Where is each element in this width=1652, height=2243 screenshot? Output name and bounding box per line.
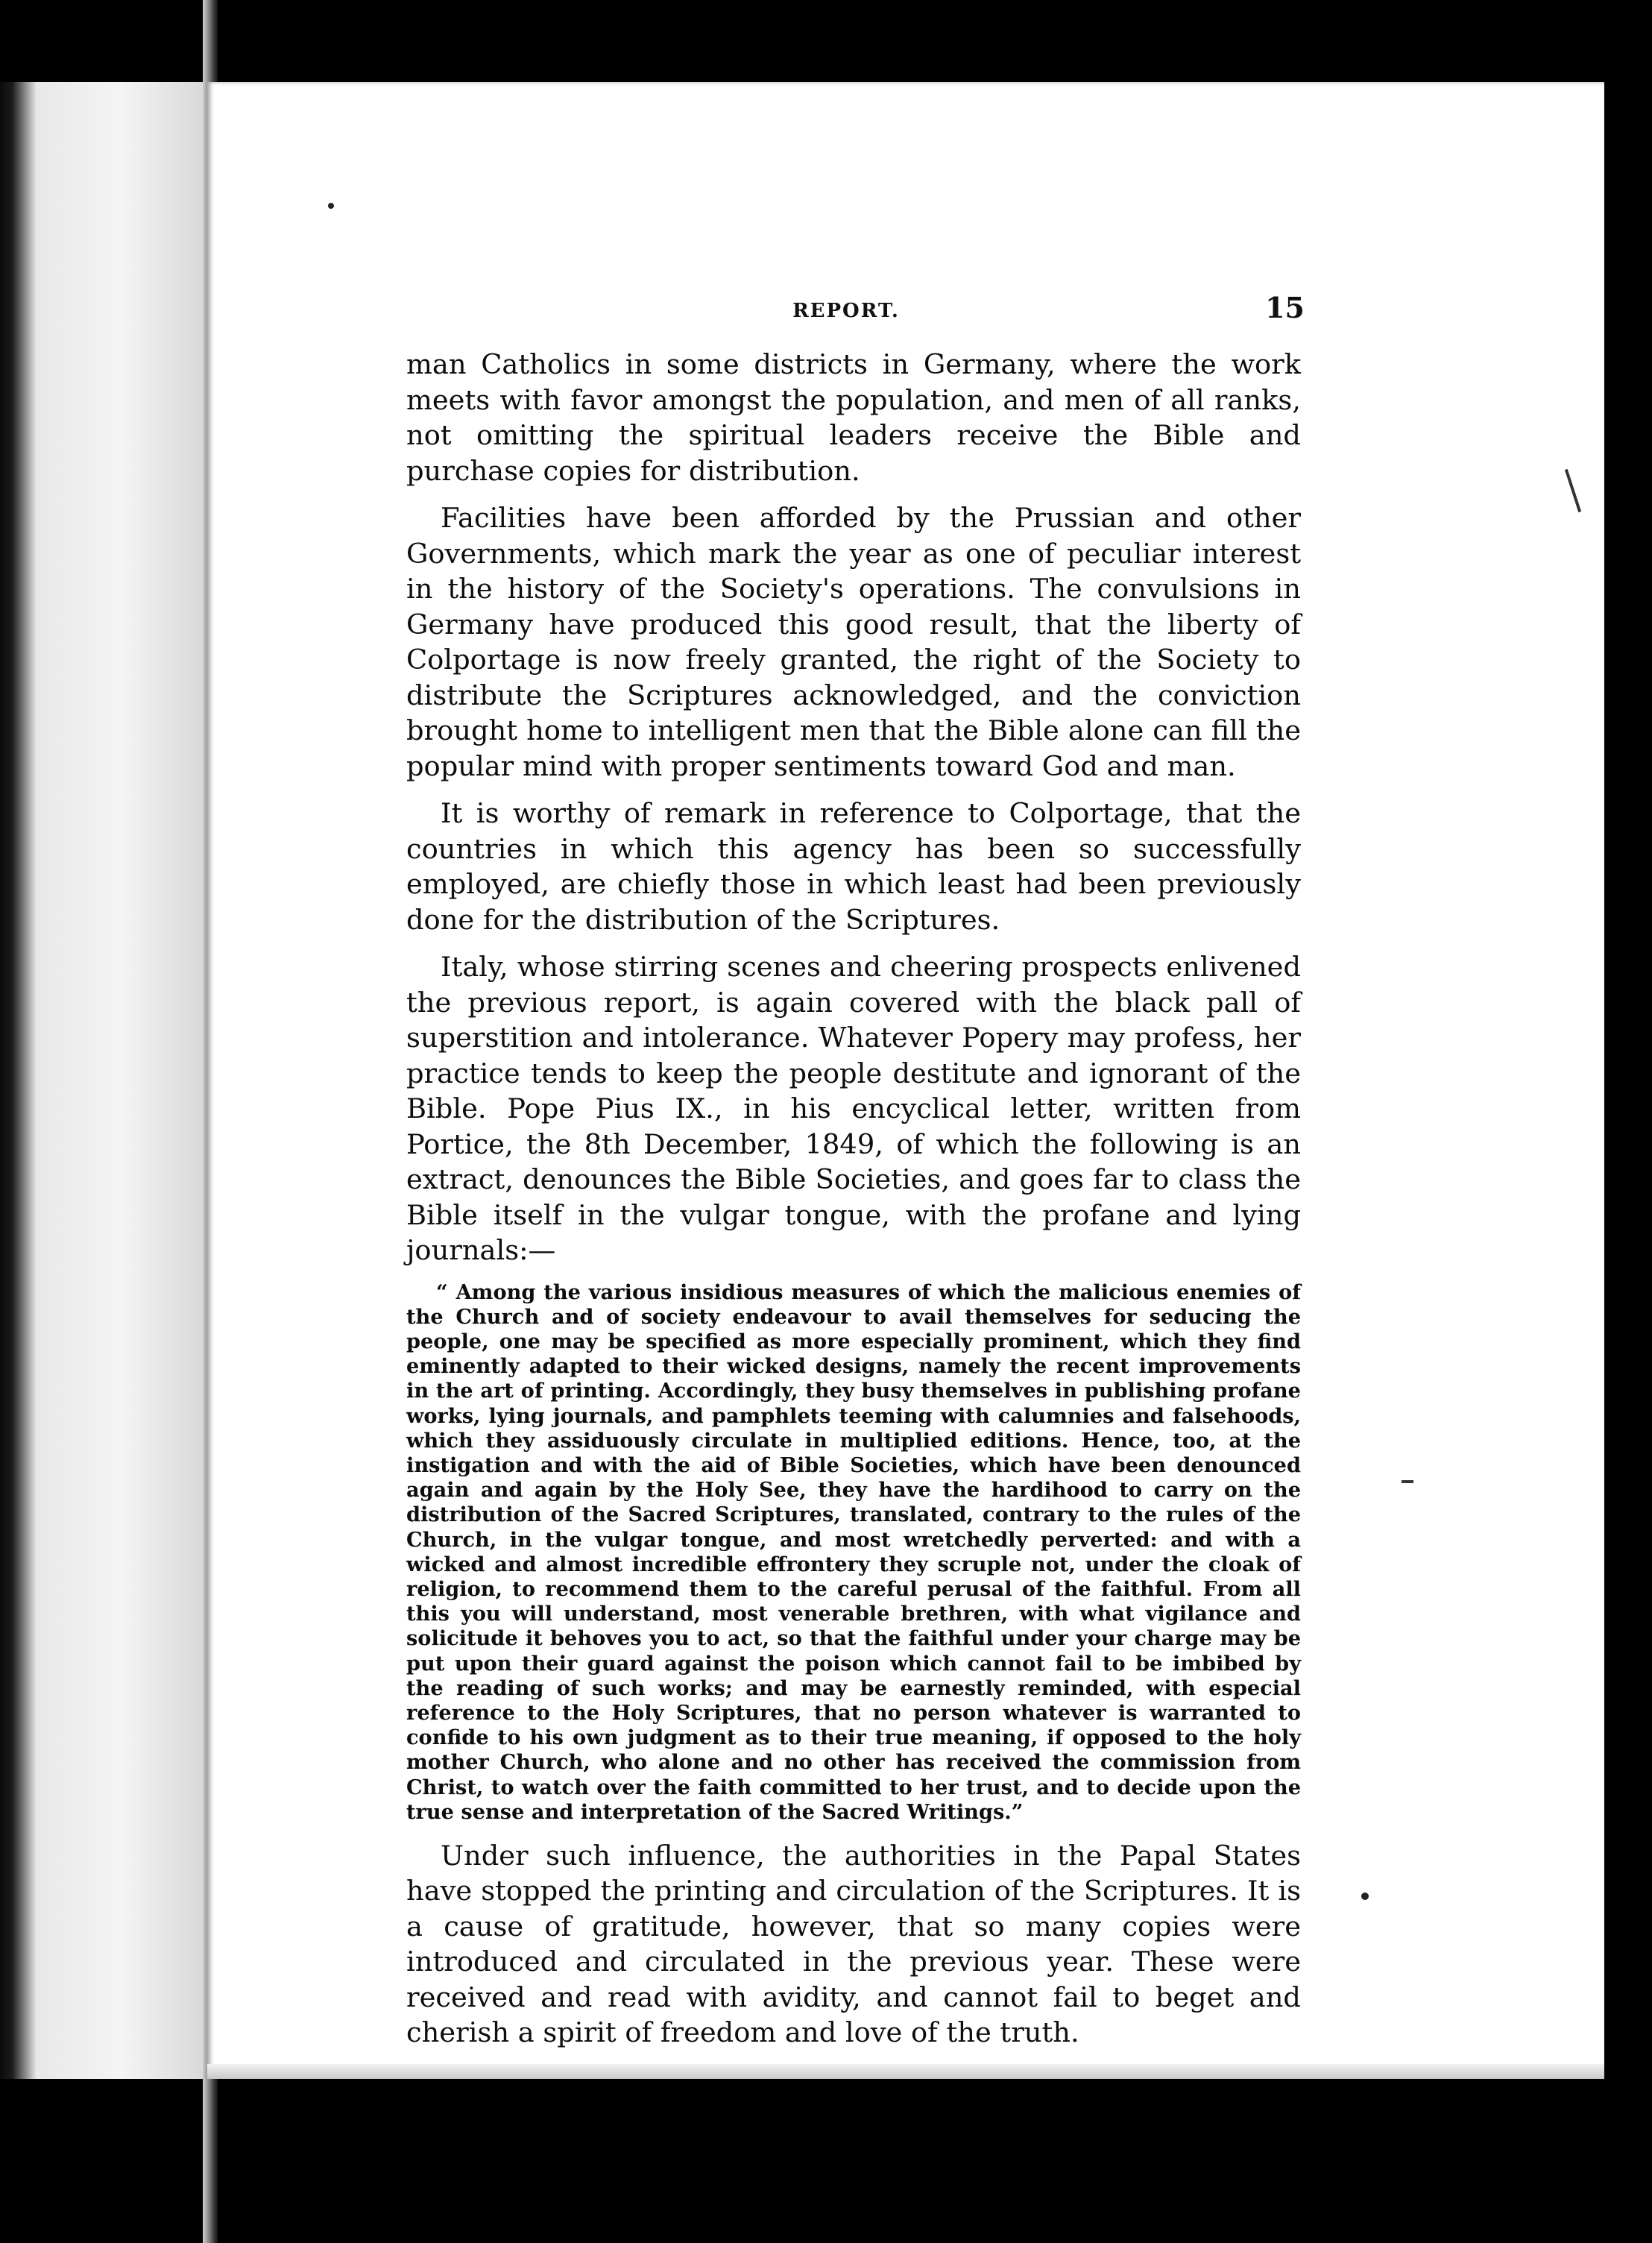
page-header <box>388 291 1305 333</box>
facing-page-edge <box>0 82 203 2079</box>
body-text <box>406 347 1301 2063</box>
paragraph-continuation: man Catholics in some districts in Germany, where the work meets with favor amongst the population, and men of all ranks, not omitting the spiritual leaders receive the Bible and purchase copies for distribution. <box>406 348 1301 487</box>
paragraph-colportage: It is worthy of remark in reference to Colportage, that the countries in which this agency has been so successfully employed, are chiefly those in which least had been previously done for the distribution of the Scriptures. <box>406 797 1301 936</box>
running-head: REPORT. <box>792 300 900 322</box>
scan-speck <box>328 203 334 209</box>
scan-scratch-small <box>1402 1480 1413 1483</box>
paragraph-facilities: Facilities have been afforded by the Prussian and other Governments, which mark the year as one of peculiar interest in the history of the Society's operations. The convulsions in Germany have produced this good result, that the liberty of Colportage is now freely granted, the right of the Society to distribute the Scriptures acknowledged, and the conviction brought home to intelligent men that the Bible alone can fill the popular mind with proper sentiments toward God and man. <box>406 502 1301 782</box>
page-number: 15 <box>1265 291 1305 324</box>
encyclical-quotation: “ Among the various insidious measures of which the malicious enemies of the Church and of society endeavour to avail themselves for seducing the people, one may be specified as more especially prominent, which they find eminently adapted to their wicked designs, namely the recent improvements in the art of printing. Accordingly, they busy themselves in publishing profane works, lying journals, and pamphlets teeming with calumnies and falsehoods, which they assiduously circulate in multiplied editions. Hence, too, at the instigation and with the aid of Bible Societies, which have been denounced again and again by the Holy See, they have the hardihood to carry on the distribution of the Sacred Scriptures, translated, contrary to the rules of the Church, in the vulgar tongue, and most wretchedly perverted: and with a wicked and almost incredible effrontery they scruple not, under the cloak of religion, to recommend them to the careful perusal of the faithful. From all this you will understand, most venerable brethren, with what vigilance and solicitude it behoves you to act, so that the faithful under your charge may be put upon their guard against the poison which cannot fail to be imbibed by the reading of such works; and may be earnestly reminded, with especial reference to the Holy Scriptures, that no person whatever is warranted to confide to his own judgment as to their true meaning, if opposed to the holy mother Church, who alone and no other has received the commission from Christ, to watch over the faith committed to her trust, and to decide upon the true sense and interpretation of the Sacred Writings.” <box>406 1280 1301 1824</box>
paragraph-papal-states: Under such influence, the authorities in the Papal States have stopped the printing and circulation of the Scriptures. It is a cause of gratitude, however, that so many copies were introduced and circulated in the previous year. These were received and read with avidity, and cannot fail to beget and cherish a spirit of freedom and love of the truth. <box>406 1839 1301 2049</box>
scan-speck-lower <box>1361 1893 1369 1900</box>
page-bottom-edge <box>207 2064 1604 2079</box>
paragraph-italy: Italy, whose stirring scenes and cheering prospects enlivened the previous report, is again covered with the black pall of superstition and intolerance. Whatever Popery may profess, her practice tends to keep the people destitute and ignorant of the Bible. Pope Pius IX., in his encyclical letter, written from Portice, the 8th December, 1849, of which the following is an extract, denounces the Bible Societies, and goes far to class the Bible itself in the vulgar tongue, with the profane and lying journals:— <box>406 951 1301 1266</box>
